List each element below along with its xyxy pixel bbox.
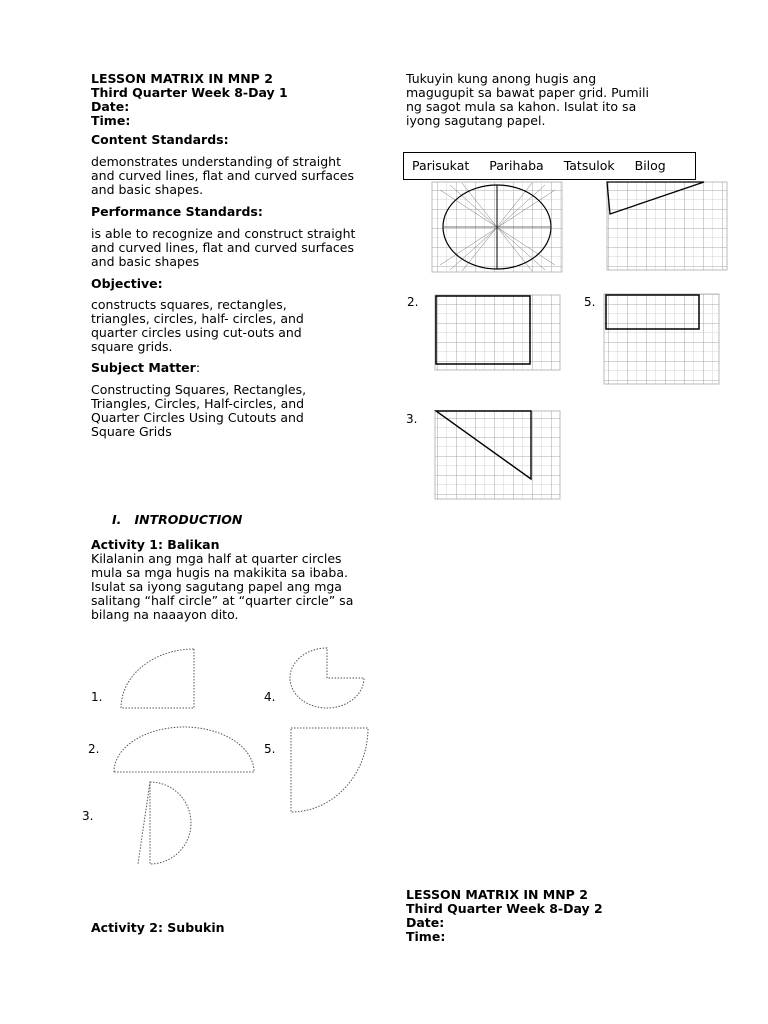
grid-1-circle (432, 182, 562, 272)
objective-text: constructs squares, rectangles, triangles, circles, half- circles, and quarter circles using cut-outs and square grids. (91, 297, 304, 354)
performance-standards-heading: Performance Standards: (91, 204, 263, 219)
time-label-day2: Time: (406, 929, 446, 944)
grid-number-3: 3. (406, 412, 418, 426)
grid-4-triangle (607, 182, 727, 270)
grid-2-square (435, 295, 560, 370)
content-standards-heading: Content Standards: (91, 132, 229, 147)
lesson-week-day2: Third Quarter Week 8-Day 2 (406, 901, 603, 916)
date-label: Date: (91, 99, 130, 114)
lesson-week: Third Quarter Week 8-Day 1 (91, 85, 288, 100)
shape-number-4: 4. (264, 690, 276, 704)
activity1-heading: Activity 1: Balikan (91, 537, 220, 552)
grid-5-rectangle (604, 294, 719, 384)
date-label-day2: Date: (406, 915, 445, 930)
introduction-number: I. (112, 512, 122, 527)
choice-parihaba: Parihaba (489, 158, 544, 173)
subject-matter-text: Constructing Squares, Rectangles, Triangles, Circles, Half-circles, and Quarter Circles Using Cutouts and Square Grids (91, 382, 307, 439)
shape-number-5: 5. (264, 742, 276, 756)
choice-bilog: Bilog (634, 158, 666, 173)
introduction-label: INTRODUCTION (134, 512, 243, 527)
activity1-text: Kilalanin ang mga half at quarter circles mula sa mga hugis na makikita sa ibaba. Isulat sa iyong sagutang papel ang mga salitang “half circle” at “quarter circle” sa bilang na naaayon dito. (91, 551, 354, 622)
performance-standards-text: is able to recognize and construct straight and curved lines, flat and curved surfaces and basic shapes (91, 226, 356, 269)
activity2-heading: Activity 2: Subukin (91, 920, 225, 935)
subject-matter-label: Subject Matter (91, 360, 196, 375)
grid-number-5: 5. (584, 295, 596, 309)
time-label: Time: (91, 113, 131, 128)
grid-number-2: 2. (407, 295, 419, 309)
lesson-title: LESSON MATRIX IN MNP 2 (91, 71, 273, 86)
shape-number-2: 2. (88, 742, 100, 756)
shape-number-3: 3. (82, 809, 94, 823)
lesson-title-day2: LESSON MATRIX IN MNP 2 (406, 887, 588, 902)
choice-parisukat: Parisukat (412, 158, 470, 173)
content-standards-text: demonstrates understanding of straight and curved lines, flat and curved surfaces and basic shapes. (91, 154, 354, 197)
shape-number-1: 1. (91, 690, 103, 704)
grid-3-triangle (435, 411, 560, 499)
grid-instructions: Tukuyin kung anong hugis ang magugupit sa bawat paper grid. Pumili ng sagot mula sa kahon. Isulat ito sa iyong sagutang papel. (406, 71, 649, 128)
right-header (406, 888, 676, 944)
subject-matter-colon: : (195, 360, 201, 375)
objective-heading: Objective: (91, 276, 163, 291)
choice-tatsulok: Tatsulok (563, 158, 615, 173)
